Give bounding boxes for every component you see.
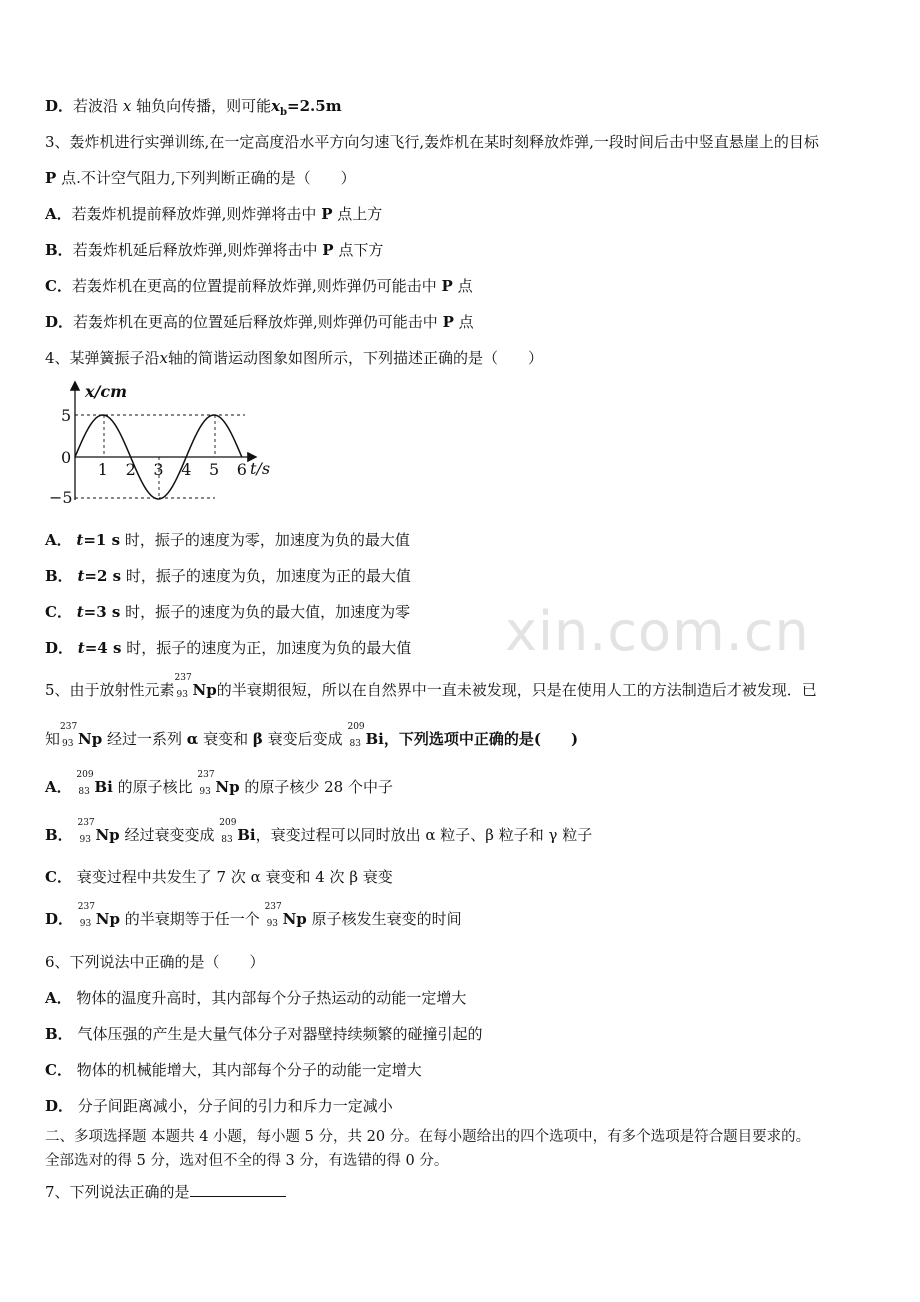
y-tick-neg5: −5 [49, 488, 73, 507]
q4-option-b [45, 566, 411, 586]
option-text: 轴负向传播，则可能 [136, 97, 272, 115]
option-label: D． [45, 639, 74, 657]
point-p: P [441, 277, 453, 295]
atomic-number: 93 [79, 919, 92, 929]
atomic-number: 93 [266, 919, 279, 929]
option-text: 点上方 [337, 205, 383, 223]
variable: t [77, 639, 85, 657]
option-text: 物体的温度升高时，其内部每个分子热运动的动能一定增大 [76, 989, 467, 1007]
mass-number: 209 [347, 722, 365, 732]
q4-option-c [45, 602, 410, 622]
q3-option-b [45, 240, 383, 260]
option-label: B． [45, 567, 73, 585]
x-tick-2: 2 [125, 460, 136, 479]
option-text: 若轰炸机在更高的位置提前释放炸弹,则炸弹仍可能击中 [71, 277, 437, 295]
q2-option-d [45, 96, 342, 123]
element-symbol: Np [78, 730, 103, 748]
q3-option-d [45, 312, 474, 332]
option-label: C． [45, 868, 72, 886]
nuclide-np [60, 722, 103, 749]
atomic-number: 93 [199, 787, 211, 797]
option-text: 分子间距离减小，分子间的引力和斥力一定减小 [77, 1097, 393, 1115]
option-text: 点 [457, 277, 473, 295]
nuclide-np [174, 673, 217, 700]
alpha-symbol: α [186, 730, 199, 748]
variable: t [76, 603, 84, 621]
option-text: 时，振子的速度为零，加速度为负的最大值 [124, 531, 410, 549]
atomic-number: 93 [176, 690, 188, 700]
q4-option-d [45, 638, 411, 658]
q5-option-b [45, 818, 593, 845]
watermark: xin.com.cn [505, 600, 810, 663]
element-symbol: Bi [94, 778, 113, 796]
mass-number: 237 [174, 673, 192, 683]
q5-option-c [45, 867, 393, 887]
q3-stem-line1: 3、轰炸机进行实弹训练,在一定高度沿水平方向匀速飞行,轰炸机在某时刻释放炸弹,一段时间后击中竖直悬崖上的目标 [45, 133, 819, 151]
mass-number: 237 [60, 722, 78, 732]
point-p: P [321, 205, 333, 223]
section2-heading-line1: 二、多项选择题 本题共 4 小题，每小题 5 分，共 20 分。在每小题给出的四个选项中，有多个选项是符合题目要求的。 [45, 1129, 811, 1145]
x-tick-3: 3 [153, 460, 164, 479]
option-text: 若轰炸机延后释放炸弹,则炸弹将击中 [72, 241, 318, 259]
stem-text: 衰变和 [203, 730, 249, 748]
option-text: 衰变过程中共发生了 7 次 α 衰变和 4 次 β 衰变 [76, 868, 393, 886]
element-symbol: Np [95, 826, 120, 844]
stem-text: 的半衰期很短，所以在自然界中一直未被发现，只是在使用人工的方法制造后才被发现．已 [216, 681, 817, 699]
option-text: 时，振子的速度为负的最大值，加速度为零 [125, 603, 411, 621]
atomic-number: 83 [221, 835, 233, 845]
q3-option-a [45, 204, 382, 224]
option-text: 时，振子的速度为负，加速度为正的最大值 [125, 567, 411, 585]
mass-number: 209 [76, 770, 94, 780]
option-label: D． [45, 1097, 74, 1115]
q3-option-c [45, 276, 473, 296]
y-tick-5: 5 [61, 406, 72, 425]
option-text: 原子核发生衰变的时间 [311, 910, 462, 928]
q6-option-b [45, 1024, 482, 1044]
option-text: 时，振子的速度为正，加速度为负的最大值 [126, 639, 412, 657]
element-symbol: Bi [365, 730, 384, 748]
option-label: C． [45, 603, 72, 621]
q4-option-a [45, 530, 410, 550]
q3-stem-line2 [45, 168, 356, 188]
option-label: B． [45, 1025, 73, 1043]
option-label: B． [45, 241, 73, 259]
element-symbol: Np [215, 778, 240, 796]
x-tick-5: 5 [209, 460, 220, 479]
variable: x [122, 97, 132, 115]
answer-blank[interactable] [190, 1182, 286, 1197]
atomic-number: 83 [349, 739, 361, 749]
stem-text: 5、由于放射性元素 [45, 681, 175, 699]
option-text: 的原子核少 28 个中子 [244, 778, 393, 796]
point-p: P [45, 169, 57, 187]
q6-option-a [45, 988, 466, 1008]
nuclide-np [197, 770, 240, 797]
stem-text: 轴的简谐运动图象如图所示，下列描述正确的是（ ） [168, 349, 544, 367]
stem-text: 7、下列说法正确的是 [45, 1183, 190, 1201]
option-text: 物体的机械能增大，其内部每个分子的动能一定增大 [76, 1061, 422, 1079]
q5-option-d [45, 902, 462, 929]
element-symbol: Np [192, 681, 217, 699]
variable: x [159, 349, 169, 367]
option-label: D． [45, 910, 74, 928]
x-tick-4: 4 [181, 460, 192, 479]
stem-text: 点.不计空气阻力,下列判断正确的是（ ） [61, 169, 356, 187]
q7-stem [45, 1182, 286, 1202]
q5-stem-line1 [45, 673, 817, 700]
subscript: b [280, 107, 288, 118]
section2-heading-line2: 全部选对的得 5 分，选对但不全的得 3 分，有选错的得 0 分。 [45, 1153, 449, 1169]
variable: t [76, 531, 84, 549]
value: =2.5m [287, 97, 342, 115]
point-p: P [322, 241, 334, 259]
x-tick-1: 1 [97, 460, 108, 479]
atomic-number: 83 [78, 787, 90, 797]
option-label: A． [45, 205, 72, 223]
option-text: 的半衰期等于任一个 [124, 910, 260, 928]
variable: x [271, 97, 281, 115]
stem-text: 知 [45, 730, 61, 748]
option-text: 若波沿 [73, 97, 119, 115]
nuclide-bi [219, 818, 256, 845]
option-text: 气体压强的产生是大量气体分子对器壁持续频繁的碰撞引起的 [77, 1025, 483, 1043]
mass-number: 209 [219, 818, 237, 828]
shm-graph [45, 375, 285, 510]
element-symbol: Np [95, 910, 120, 928]
q5-stem-line2 [45, 722, 579, 749]
atomic-number: 93 [62, 739, 74, 749]
x-axis-label: t/s [250, 459, 271, 478]
option-label: D． [45, 97, 74, 115]
stem-text: ，下列选项中正确的是( ) [383, 730, 579, 748]
x-tick-6: 6 [236, 460, 247, 479]
element-symbol: Bi [237, 826, 256, 844]
nuclide-bi [347, 722, 384, 749]
mass-number: 237 [197, 770, 215, 780]
mass-number: 237 [77, 818, 95, 828]
nuclide-bi [76, 770, 113, 797]
option-text: 点 [458, 313, 474, 331]
nuclide-np [77, 818, 120, 845]
option-label: A． [45, 531, 72, 549]
q6-stem: 6、下列说法中正确的是（ ） [45, 953, 265, 971]
option-label: A． [45, 778, 72, 796]
option-text: ，衰变过程可以同时放出 α 粒子、β 粒子和 γ 粒子 [255, 826, 593, 844]
value: =1 s [83, 531, 121, 549]
beta-symbol: β [252, 730, 263, 748]
mass-number: 237 [77, 902, 95, 912]
nuclide-np [77, 902, 120, 929]
y-axis-label: x/cm [85, 382, 128, 401]
option-text: 点下方 [338, 241, 384, 259]
q4-stem [45, 348, 543, 368]
option-text: 的原子核比 [117, 778, 193, 796]
option-text: 若轰炸机在更高的位置延后释放炸弹,则炸弹仍可能击中 [73, 313, 438, 331]
y-tick-0: 0 [61, 448, 72, 467]
option-label: C． [45, 1061, 72, 1079]
atomic-number: 93 [79, 835, 91, 845]
value: =2 s [84, 567, 122, 585]
value: =4 s [84, 639, 122, 657]
value: =3 s [83, 603, 121, 621]
q6-option-d [45, 1096, 393, 1116]
option-label: C． [45, 277, 72, 295]
q6-option-c [45, 1060, 422, 1080]
stem-text: 衰变后变成 [267, 730, 343, 748]
nuclide-np [264, 902, 307, 929]
option-label: D． [45, 313, 74, 331]
option-text: 经过衰变变成 [124, 826, 215, 844]
option-label: A． [45, 989, 72, 1007]
stem-text: 经过一系列 [107, 730, 183, 748]
mass-number: 237 [264, 902, 282, 912]
variable: t [77, 567, 85, 585]
point-p: P [442, 313, 454, 331]
element-symbol: Np [282, 910, 307, 928]
option-text: 若轰炸机提前释放炸弹,则炸弹将击中 [71, 205, 317, 223]
q5-option-a [45, 770, 393, 797]
stem-text: 4、某弹簧振子沿 [45, 349, 160, 367]
option-label: B． [45, 826, 73, 844]
